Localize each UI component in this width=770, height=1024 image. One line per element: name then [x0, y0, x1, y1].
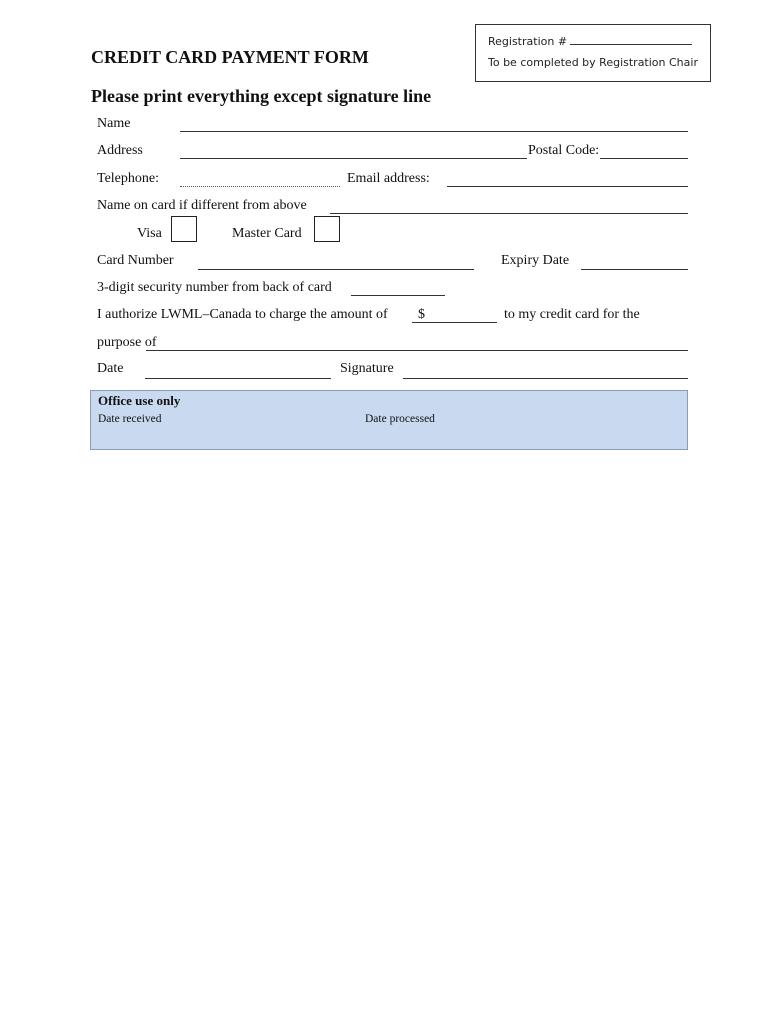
- postal-code-label: Postal Code:: [528, 143, 600, 158]
- registration-number-label: Registration #: [488, 35, 568, 48]
- date-received-label: Date received: [98, 413, 162, 425]
- registration-box: [475, 24, 711, 82]
- office-use-box: [90, 390, 688, 450]
- name-field[interactable]: [180, 131, 688, 132]
- office-use-title: Office use only: [98, 393, 181, 408]
- registration-number-field[interactable]: [570, 33, 692, 45]
- card-number-field[interactable]: [198, 269, 474, 270]
- dollar-sign: $: [418, 307, 425, 322]
- signature-label: Signature: [340, 361, 394, 376]
- telephone-field[interactable]: [180, 186, 340, 187]
- address-label: Address: [97, 143, 143, 158]
- card-number-label: Card Number: [97, 253, 174, 268]
- expiry-date-label: Expiry Date: [501, 253, 570, 268]
- date-label: Date: [97, 361, 124, 376]
- address-field[interactable]: [180, 158, 688, 159]
- security-code-field[interactable]: [351, 295, 445, 296]
- name-on-card-field[interactable]: [330, 213, 688, 214]
- date-field[interactable]: [145, 378, 331, 379]
- telephone-label: Telephone:: [97, 171, 159, 186]
- purpose-field[interactable]: [146, 350, 688, 351]
- form-subtitle: Please print everything except signature line: [91, 86, 432, 106]
- registration-note: To be completed by Registration Chair: [488, 56, 698, 69]
- expiry-date-field[interactable]: [581, 269, 688, 270]
- email-label: Email address:: [347, 171, 430, 186]
- name-on-card-label: Name on card if different from above: [97, 198, 307, 213]
- email-field[interactable]: [447, 186, 688, 187]
- registration-number-row: [488, 33, 692, 48]
- date-processed-label: Date processed: [365, 413, 435, 425]
- purpose-label: purpose of: [97, 335, 157, 350]
- authorize-text: I authorize LWML–Canada to charge the amount of: [97, 307, 388, 322]
- visa-checkbox[interactable]: [171, 216, 197, 242]
- master-card-label: Master Card: [232, 226, 302, 241]
- form-title: CREDIT CARD PAYMENT FORM: [91, 47, 369, 67]
- master-card-checkbox[interactable]: [314, 216, 340, 242]
- name-label: Name: [97, 116, 131, 131]
- authorize-suffix-text: to my credit card for the: [504, 307, 640, 322]
- signature-field[interactable]: [403, 378, 688, 379]
- visa-label: Visa: [137, 226, 162, 241]
- security-code-label: 3-digit security number from back of card: [97, 280, 332, 295]
